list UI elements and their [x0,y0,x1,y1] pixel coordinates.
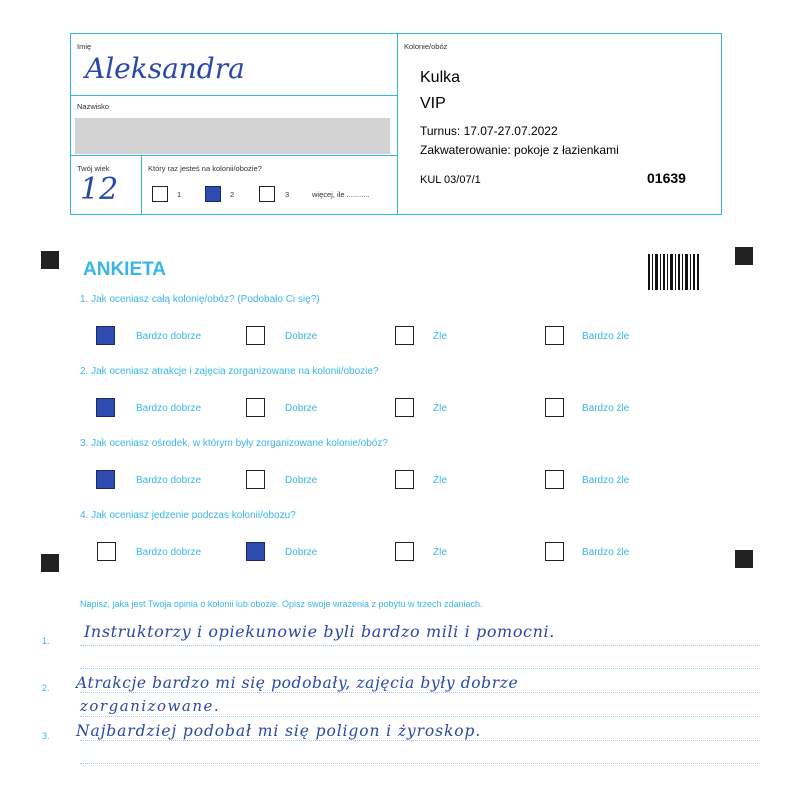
q3-zle-label: Źle [433,475,447,486]
scan-marker [41,554,59,572]
q4-bardzo-zle-checkbox[interactable] [545,542,564,561]
q3-zle-checkbox[interactable] [395,470,414,489]
scan-marker [41,251,59,269]
question-1-text: 1. Jak oceniasz całą kolonię/obóz? (Podobało Ci się?) [80,294,320,305]
imie-value: Aleksandra [85,52,245,85]
writing-line [80,668,760,669]
q2-zle-checkbox[interactable] [395,398,414,417]
ktory-raz-3-label: 3 [285,190,290,199]
q3-dobrze-checkbox[interactable] [246,470,265,489]
q1-bardzo-dobrze-label: Bardzo dobrze [136,331,202,342]
writing-line [80,740,760,741]
scan-marker [735,247,753,265]
q2-bardzo-zle-label: Bardzo źle [582,403,630,414]
header-row-line [70,155,397,156]
imie-label: Imię [77,42,92,51]
header-divider [397,33,398,215]
turnus: Turnus: 17.07-27.07.2022 [420,124,558,138]
q4-zle-label: Źle [433,547,447,558]
question-4-text: 4. Jak oceniasz jedzenie podczas kolonii/obozu? [80,510,296,521]
q2-dobrze-checkbox[interactable] [246,398,265,417]
question-3-text: 3. Jak oceniasz ośrodek, w którym były zorganizowane kolonie/obóz? [80,438,388,449]
nazwisko-redacted [75,118,390,154]
q3-bardzo-dobrze-label: Bardzo dobrze [136,475,202,486]
ktory-raz-label: Który raz jesteś na kolonii/obozie? [148,164,262,173]
opinion-prompt: Napisz, jaka jest Twoja opinia o kolonii lub obozie. Opisz swoje wrażenia z pobytu w trzech zdaniach. [80,599,483,609]
answer-line-2: Atrakcje bardzo mi się podobały, zajęcia były dobrze [76,674,519,692]
q2-bardzo-dobrze-label: Bardzo dobrze [136,403,202,414]
ktory-raz-3-checkbox[interactable] [259,186,275,202]
writing-line [80,763,760,764]
nazwisko-label: Nazwisko [77,102,110,111]
q2-bardzo-zle-checkbox[interactable] [545,398,564,417]
q2-bardzo-dobrze-checkbox[interactable] [96,398,115,417]
q1-zle-checkbox[interactable] [395,326,414,345]
barcode [648,254,700,290]
answer-line-2-cont: zorganizowane. [80,697,221,715]
form-number: 01639 [647,170,686,186]
q4-bardzo-dobrze-checkbox[interactable] [97,542,116,561]
q3-dobrze-label: Dobrze [285,475,318,486]
writing-line [80,716,760,717]
age-divider [141,155,142,215]
ktory-raz-2-checkbox[interactable] [205,186,221,202]
q1-dobrze-checkbox[interactable] [246,326,265,345]
line-number-1: 1. [42,636,50,646]
kolonia-type: VIP [420,95,446,112]
q4-bardzo-dobrze-label: Bardzo dobrze [136,547,202,558]
wiek-label: Twój wiek [77,164,110,173]
answer-line-3: Najbardziej podobał mi się poligon i żyroskop. [76,722,482,740]
wiecej-label: więcej, ile ........... [312,190,370,199]
kolonia-code: KUL 03/07/1 [420,174,481,186]
q1-bardzo-dobrze-checkbox[interactable] [96,326,115,345]
q4-bardzo-zle-label: Bardzo źle [582,547,630,558]
q4-dobrze-label: Dobrze [285,547,318,558]
q1-zle-label: Źle [433,331,447,342]
header-row-line [70,95,397,96]
ankieta-title: ANKIETA [83,259,167,280]
question-2-text: 2. Jak oceniasz atrakcje i zajęcia zorganizowane na kolonii/obozie? [80,366,379,377]
q4-dobrze-checkbox[interactable] [246,542,265,561]
q4-zle-checkbox[interactable] [395,542,414,561]
wiek-value: 12 [80,172,119,207]
q1-bardzo-zle-checkbox[interactable] [545,326,564,345]
q3-bardzo-dobrze-checkbox[interactable] [96,470,115,489]
kolonia-label: Kolonie/obóz [404,42,448,51]
q2-dobrze-label: Dobrze [285,403,318,414]
q2-zle-label: Źle [433,403,447,414]
answer-line-1: Instruktorzy i opiekunowie byli bardzo mili i pomocni. [84,622,555,641]
q3-bardzo-zle-checkbox[interactable] [545,470,564,489]
line-number-3: 3. [42,731,50,741]
line-number-2: 2. [42,683,50,693]
q3-bardzo-zle-label: Bardzo źle [582,475,630,486]
q1-bardzo-zle-label: Bardzo źle [582,331,630,342]
ktory-raz-2-label: 2 [230,190,235,199]
ktory-raz-1-checkbox[interactable] [152,186,168,202]
zakwaterowanie: Zakwaterowanie: pokoje z łazienkami [420,143,619,157]
q1-dobrze-label: Dobrze [285,331,318,342]
writing-line [80,692,760,693]
ktory-raz-1-label: 1 [177,190,182,199]
scan-marker [735,550,753,568]
kolonia-name: Kulka [420,69,461,86]
writing-line [80,645,760,646]
